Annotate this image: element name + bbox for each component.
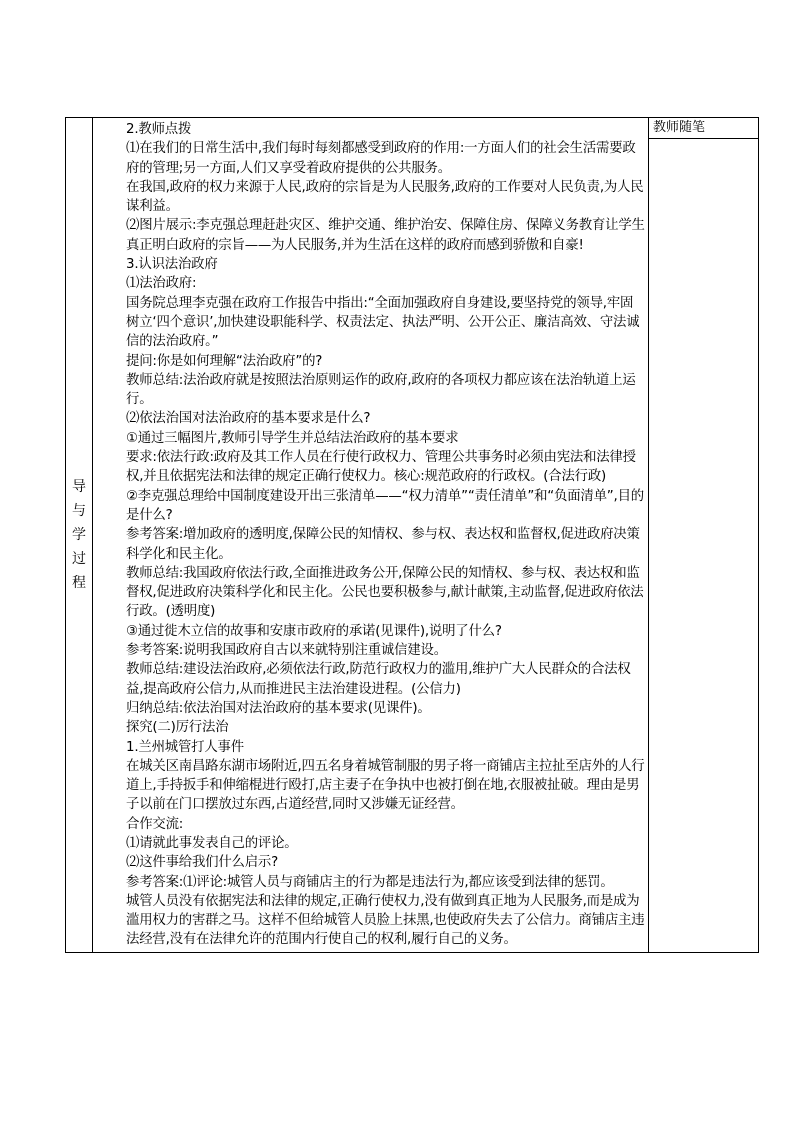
content-paragraph: ⑴在我们的日常生活中,我们每时每刻都感受到政府的作用:一方面人们的社会生活需要政府的管理;另一方面,人们又享受着政府提供的公共服务。 xyxy=(126,141,636,176)
teacher-notes-cell xyxy=(649,118,759,953)
content-paragraph: ⑴请就此事发表自己的评论。 xyxy=(126,835,298,851)
content-paragraph: 归纳总结:依法治国对法治政府的基本要求(见课件)。 xyxy=(126,700,431,716)
content-paragraph: 城管人员没有依据宪法和法律的规定,正确行使权力,没有做到真正地为人民服务,而是成为滥用权力的害群之马。这样不但给城管人员脸上抹黑,也使政府失去了公信力。商铺店主违法经营,没有在法律允许的范围内行使自己的权利,履行自己的义务。 xyxy=(126,893,645,948)
lesson-content xyxy=(126,120,645,950)
content-paragraph: 参考答案:增加政府的透明度,保障公民的知情权、参与权、表达权和监督权,促进政府决策科学化和民主化。 xyxy=(126,527,640,562)
content-paragraph: 参考答案:说明我国政府自古以来就特别注重诚信建设。 xyxy=(126,643,447,659)
content-paragraph: 参考答案:⑴评论:城管人员与商铺店主的行为都是违法行为,都应该受到法律的惩罚。 xyxy=(126,874,614,890)
content-paragraph: 探究(二)厉行法治 xyxy=(126,720,229,736)
content-paragraph: 2.教师点拨 xyxy=(126,122,192,137)
content-paragraph: ⑵这件事给我们什么启示? xyxy=(126,855,279,871)
process-label: 导 与 学 过 程 xyxy=(72,478,86,591)
teacher-notes-header: 教师随笔 xyxy=(649,118,758,139)
content-paragraph: 在我国,政府的权力来源于人民,政府的宗旨是为人民服务,政府的工作要对人民负责,为人民谋利益。 xyxy=(126,179,644,215)
content-paragraph: 提问:你是如何理解“法治政府”的? xyxy=(126,353,323,369)
content-paragraph: 教师总结:我国政府依法行政,全面推进政务公开,保障公民的知情权、参与权、表达权和监督权,促进政府决策科学化和民主化。公民也要积极参与,献计献策,主动监督,促进政府依法行政。(透明度) xyxy=(126,565,644,620)
process-label-cell xyxy=(66,118,93,953)
content-paragraph: 国务院总理李克强在政府工作报告中指出:“全面加强政府自身建设,要坚持党的领导,牢固树立‘四个意识’,加快建设职能科学、权责法定、执法严明、公开公正、廉洁高效、守法诚信的法治政府。” xyxy=(126,295,640,350)
content-paragraph: ⑵依法治国对法治政府的基本要求是什么? xyxy=(126,411,371,427)
content-paragraph: ⑴法治政府: xyxy=(126,276,197,292)
lesson-content-cell xyxy=(93,118,649,953)
content-paragraph: 在城关区南昌路东湖市场附近,四五名身着城管制服的男子将一商铺店主拉扯至店外的人行道上,手持扳手和伸缩棍进行殴打,店主妻子在争执中也被打倒在地,衣服被扯破。理由是男子以前在门口摆放过东西,占道经营,同时又涉嫌无证经营。 xyxy=(126,758,645,813)
lesson-row xyxy=(66,118,759,953)
content-paragraph: ③通过徙木立信的故事和安康市政府的承诺(见课件),说明了什么? xyxy=(126,623,502,639)
content-paragraph: ⑵图片展示:李克强总理赶赴灾区、维护交通、维护治安、保障住房、保障义务教育让学生真正明白政府的宗旨——为人民服务,并为生活在这样的政府而感到骄傲和自豪! xyxy=(126,218,645,253)
content-paragraph: ②李克强总理给中国制度建设开出三张清单——“权力清单”“责任清单”和“负面清单”,目的是什么? xyxy=(126,488,644,523)
content-paragraph: ①通过三幅图片,教师引导学生并总结法治政府的基本要求 xyxy=(126,430,459,446)
content-paragraph: 教师总结:法治政府就是按照法治原则运作的政府,政府的各项权力都应该在法治轨道上运行。 xyxy=(126,372,636,408)
content-paragraph: 教师总结:建设法治政府,必须依法行政,防范行政权力的滥用,维护广大人民群众的合法权益,提高政府公信力,从而推进民主法治建设进程。(公信力) xyxy=(126,662,631,697)
content-paragraph: 合作交流: xyxy=(126,816,184,832)
content-paragraph: 3.认识法治政府 xyxy=(126,257,218,273)
content-paragraph: 1.兰州城管打人事件 xyxy=(126,739,244,755)
content-paragraph: 要求:依法行政:政府及其工作人员在行使行政权力、管理公共事务时必须由宪法和法律授权,并且依据宪法和法律的规定正确行使权力。核心:规范政府的行政权。(合法行政) xyxy=(126,450,636,485)
lesson-table xyxy=(65,117,759,953)
